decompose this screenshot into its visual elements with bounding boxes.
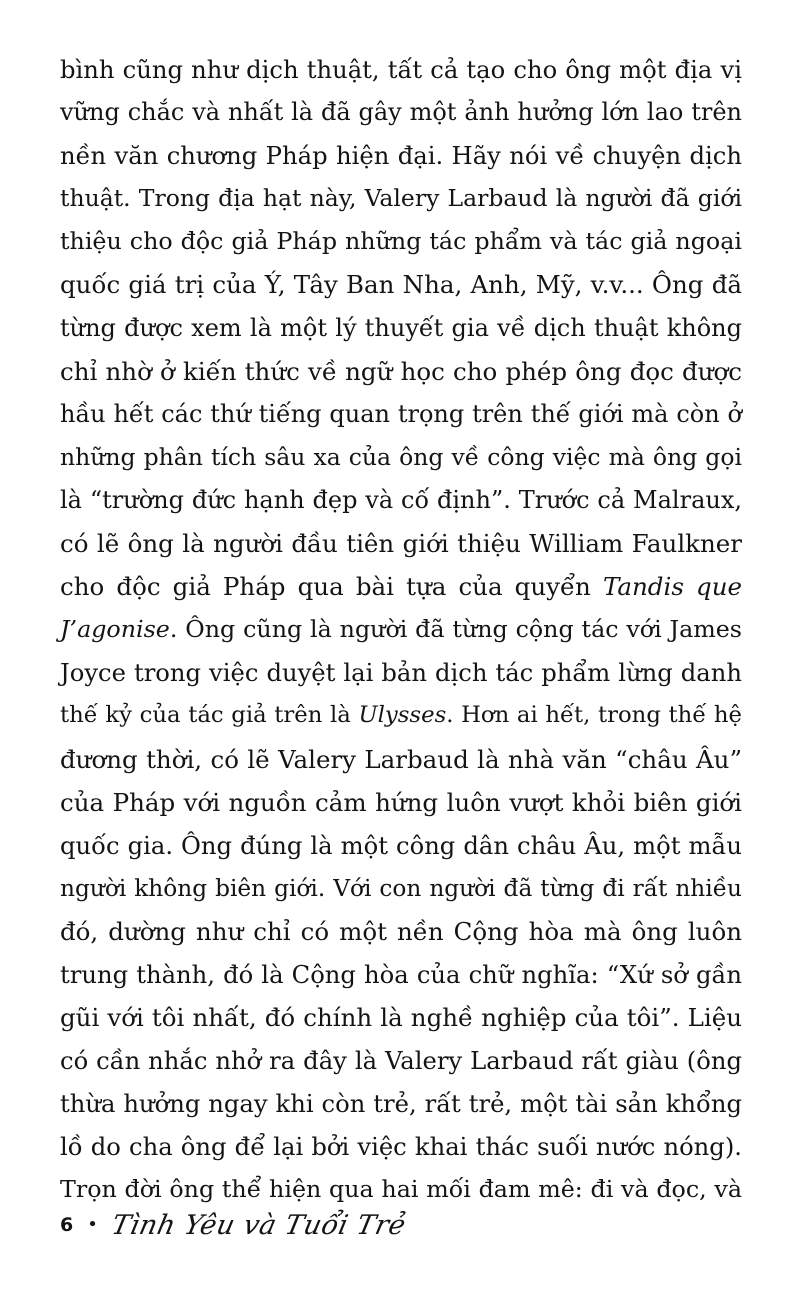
text-segment: đương thời, có lẽ Valery Larbaud là nhà văn “châu Âu” bbox=[60, 744, 742, 774]
text-segment: . Hơn ai hết, trong thế hệ bbox=[446, 702, 742, 729]
italic-title: J’agonise bbox=[60, 615, 170, 644]
italic-title: Tandis que bbox=[602, 572, 742, 602]
text-line bbox=[60, 134, 742, 177]
italic-title: Ulysses bbox=[358, 702, 447, 729]
text-line bbox=[60, 565, 742, 608]
text-segment: Trọn đời ông thể hiện qua hai mối đam mê: đi và đọc, và bbox=[60, 1175, 742, 1204]
text-line bbox=[60, 350, 742, 393]
text-segment: trung thành, đó là Cộng hòa của chữ nghĩa: “Xứ sở gần bbox=[60, 959, 742, 989]
text-segment: quốc gia. Ông đúng là một công dân châu Âu, một mẫu bbox=[60, 830, 742, 860]
text-line bbox=[60, 91, 742, 134]
text-segment: đó, dường như chỉ có một nền Cộng hòa mà ông luôn bbox=[60, 916, 742, 946]
text-line bbox=[60, 694, 742, 737]
text-line bbox=[60, 824, 742, 867]
text-segment: . Ông cũng là người đã từng cộng tác với James bbox=[169, 615, 742, 644]
text-line bbox=[60, 220, 742, 263]
text-segment: thế kỷ của tác giả trên là bbox=[60, 702, 359, 729]
text-line bbox=[60, 522, 742, 565]
text-segment: thiệu cho độc giả Pháp những tác phẩm và tác giả ngoại bbox=[60, 227, 742, 256]
text-line bbox=[60, 867, 742, 910]
text-segment: từng được xem là một lý thuyết gia về dịch thuật không bbox=[60, 313, 742, 342]
text-segment: lồ do cha ông để lại bởi việc khai thác suối nước nóng). bbox=[60, 1132, 742, 1162]
text-line bbox=[60, 307, 742, 350]
text-segment: người không biên giới. Với con người đã từng đi rất nhiều bbox=[60, 874, 742, 902]
text-line bbox=[60, 738, 742, 781]
text-segment: vững chắc và nhất là đã gây một ảnh hưởng lớn lao trên bbox=[60, 98, 742, 127]
text-segment: chỉ nhờ ở kiến thức về ngữ học cho phép ông đọc được bbox=[60, 356, 742, 386]
text-segment: là “trường đức hạnh đẹp và cố định”. Trước cả Malraux, bbox=[60, 485, 742, 514]
text-line bbox=[60, 479, 742, 522]
text-segment: những phân tích sâu xa của ông về công việc mà ông gọi bbox=[60, 442, 742, 471]
text-line bbox=[60, 177, 742, 220]
text-line bbox=[60, 651, 742, 694]
text-line bbox=[60, 781, 742, 824]
text-line bbox=[60, 48, 742, 91]
text-segment: gũi với tôi nhất, đó chính là nghề nghiệp của tôi”. Liệu bbox=[60, 1003, 742, 1033]
text-line bbox=[60, 1082, 742, 1125]
footer-bullet: • bbox=[87, 1214, 98, 1235]
text-line bbox=[60, 608, 742, 651]
page-footer bbox=[60, 1203, 409, 1247]
text-segment: có cần nhắc nhở ra đây là Valery Larbaud rất giàu (ông bbox=[60, 1046, 742, 1076]
text-segment: bình cũng như dịch thuật, tất cả tạo cho ông một địa vị bbox=[60, 55, 742, 84]
text-line bbox=[60, 1125, 742, 1168]
text-segment: thuật. Trong địa hạt này, Valery Larbaud là người đã giới bbox=[60, 184, 742, 213]
running-title: Tình Yêu và Tuổi Trẻ bbox=[108, 1209, 409, 1241]
text-segment: cho độc giả Pháp qua bài tựa của quyển bbox=[60, 572, 603, 602]
text-line bbox=[60, 910, 742, 953]
text-line bbox=[60, 436, 742, 479]
text-line bbox=[60, 953, 742, 996]
text-line bbox=[60, 263, 742, 306]
text-segment: quốc giá trị của Ý, Tây Ban Nha, Anh, Mỹ, v.v... Ông đã bbox=[60, 270, 742, 300]
text-line bbox=[60, 996, 742, 1039]
text-segment: nền văn chương Pháp hiện đại. Hãy nói về chuyện dịch bbox=[60, 141, 742, 171]
text-segment: Joyce trong việc duyệt lại bản dịch tác phẩm lừng danh bbox=[60, 658, 742, 688]
text-segment: thừa hưởng ngay khi còn trẻ, rất trẻ, một tài sản khổng bbox=[60, 1089, 742, 1119]
text-segment: hầu hết các thứ tiếng quan trọng trên thế giới mà còn ở bbox=[60, 399, 742, 428]
text-segment: có lẽ ông là người đầu tiên giới thiệu William Faulkner bbox=[60, 529, 742, 559]
text-segment: của Pháp với nguồn cảm hứng luôn vượt khỏi biên giới bbox=[60, 787, 742, 817]
body-text bbox=[60, 48, 742, 1212]
text-line bbox=[60, 1039, 742, 1082]
page-number: 6 bbox=[60, 1214, 74, 1236]
text-line bbox=[60, 393, 742, 436]
